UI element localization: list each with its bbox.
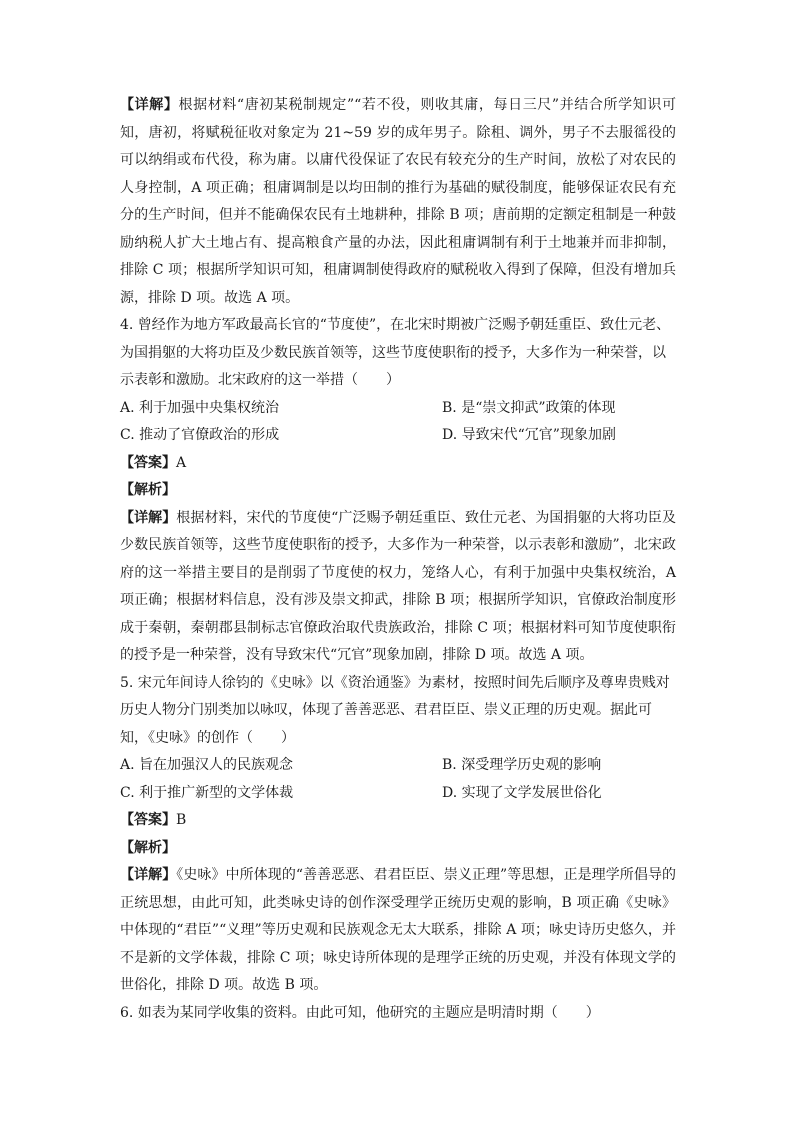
q4-option-b: B. 是“崇文抑武”政策的体现 [442,399,616,416]
q6-stem: 6. 如表为某同学收集的资料。由此可知，他研究的主题应是明清时期（ ） [120,1004,600,1021]
q4-options [120,395,676,450]
q5-options [120,752,676,807]
detail-label: 【详解】 [120,509,177,526]
detail-label: 【详解】 [120,867,177,883]
q4-stem: 4. 曾经作为地方军政最高长官的“节度使”，在北宋时期被广泛赐予朝廷重臣、致仕元老、为国捐躯的大将功臣及少数民族首领等，这些节度使职衔的授予，大多作为一种荣誉，以示表彰和激励。北宋政府的这一举措（ ） [120,317,671,388]
detail-text: 根据材料“唐初某税制规定”“若不役，则收其庸，每日三尺”并结合所学知识可知，唐初，将赋税征收对象定为 21~59 岁的成年男子。除租、调外，男子不去服徭役的可以纳绢或布代役，称为庸。以庸代役保证了农民有较充分的生产时间，放松了对农民的人身控制，A 项正确；租庸调制是以均田制的推行为基础的赋役制度，能够保证农民有充分的生产时间，但并不能确保农民有土地耕种，排除 B 项；唐前期的定额定租制是一种鼓励纳税人扩大土地占有、提高粮食产量的办法，因此租庸调制有利于土地兼并而非抑制，排除 C 项；根据所学知识可知，租庸调制使得政府的赋税收入得到了保障，但没有增加兵源，排除 D 项。故选 A 项。 [120,97,676,306]
page-content [120,92,676,1027]
q5-option-c: C. 利于推广新型的文学体裁 [120,784,294,801]
answer-value: A [176,454,187,471]
answer-value: B [176,812,187,828]
q5-option-d: D. 实现了文学发展世俗化 [442,784,602,801]
q5-analysis-label: 【解析】 [120,839,176,856]
q4-analysis-label: 【解析】 [120,482,176,498]
q5-option-b: B. 深受理学历史观的影响 [442,757,602,773]
q4-option-c: C. 推动了官僚政治的形成 [120,427,280,443]
detail-text: 根据材料，宋代的节度使“广泛赐予朝廷重臣、致仕元老、为国捐躯的大将功臣及少数民族首领等，这些节度使职衔的授予，大多作为一种荣誉，以示表彰和激励”，北宋政府的这一举措主要目的是削弱了节度使的权力，笼络人心，有利于加强中央集权统治，A 项正确；根据材料信息，没有涉及崇文抑武，排除 B 项；根据所学知识，官僚政治制度形成于秦朝，秦朝郡县制标志官僚政治取代贵族政治，排除 C 项；根据材料可知节度使职衔的授予是一种荣誉，没有导致宋代“冗官”现象加剧，排除 D 项。故选 A 项。 [120,509,677,663]
answer-label: 【答案】 [120,454,176,471]
q5-stem: 5. 宋元年间诗人徐钧的《史咏》以《资治通鉴》为素材，按照时间先后顺序及尊卑贵贱对历史人物分门别类加以咏叹，体现了善善恶恶、君君臣臣、崇义正理的历史观。据此可知，《史咏》的创作（ ） [120,674,670,746]
q5-detail-paragraph [120,862,676,1000]
detail-label: 【详解】 [120,97,179,113]
q4-detail-paragraph [120,505,676,670]
q4-answer [120,450,676,478]
q5-answer [120,807,676,835]
detail-text: 《史咏》中所体现的“善善恶恶、君君臣臣、崇义正理”等思想，正是理学所倡导的正统思想，由此可知，此类咏史诗的创作深受理学正统历史观的影响，B 项正确《史咏》中体现的“君臣”“义理”等历史观和民族观念无太大联系，排除 A 项；咏史诗历史悠久，并不是新的文学体裁，排除 C 项；咏史诗所体现的是理学正统的历史观，并没有体现文学的世俗化，排除 D 项。故选 B 项。 [120,867,677,993]
q3-detail-paragraph [120,92,676,312]
answer-label: 【答案】 [120,812,176,828]
q5-option-a: A. 旨在加强汉人的民族观念 [120,757,294,773]
q4-option-d: D. 导致宋代“冗官”现象加剧 [442,427,616,443]
q4-option-a: A. 利于加强中央集权统治 [120,399,280,416]
